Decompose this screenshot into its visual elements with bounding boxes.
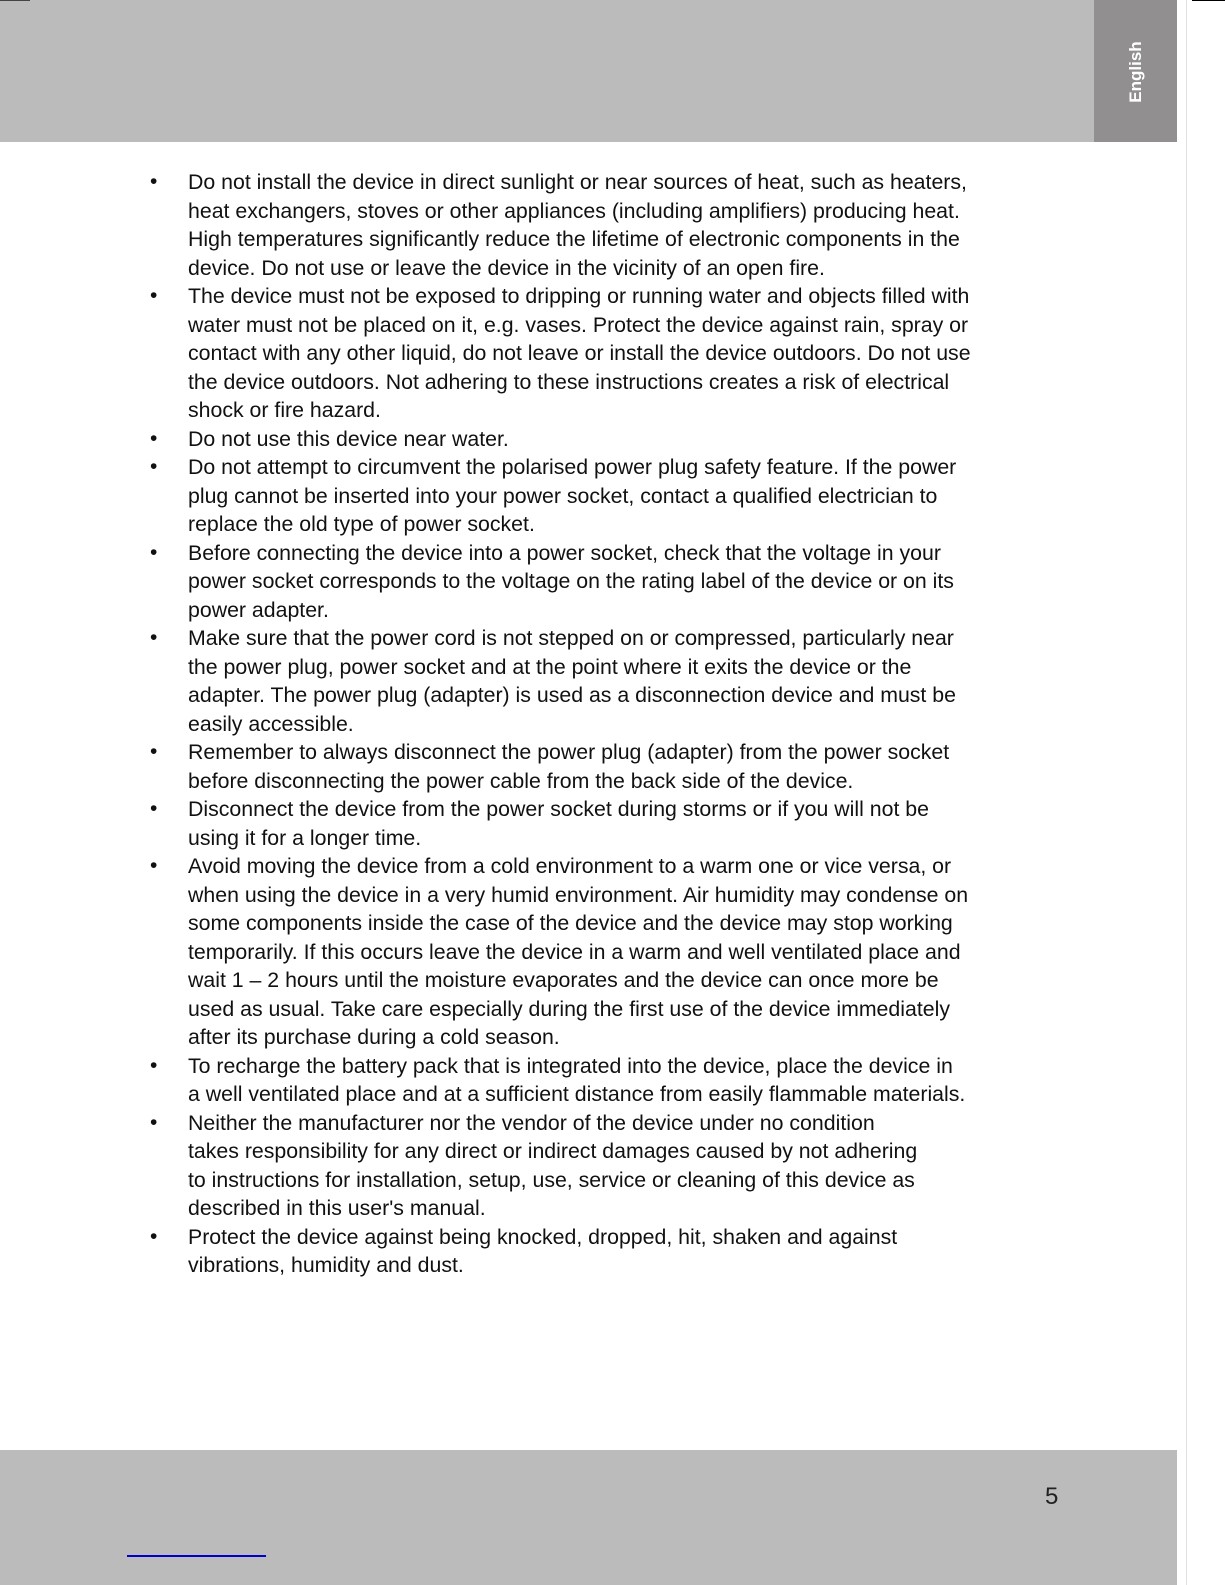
- list-item: [0, 282, 1225, 425]
- bullet-icon: •: [150, 1224, 158, 1248]
- list-item-text-line: Protect the device against being knocked, dropped, hit, shaken and against: [188, 1224, 898, 1249]
- crop-mark: [1192, 0, 1225, 1]
- list-item-text-line: takes responsibility for any direct or indirect damages caused by not adhering: [188, 1139, 918, 1163]
- link-underline: [127, 1555, 266, 1557]
- list-item-text-line: described in this user's manual.: [188, 1196, 486, 1220]
- list-item-text-line: contact with any other liquid, do not leave or install the device outdoors. Do not use: [188, 341, 971, 365]
- list-item-text-line: heat exchangers, stoves or other appliances (including amplifiers) producing heat.: [188, 198, 960, 223]
- language-tab: [1094, 0, 1177, 142]
- list-item-text-line: shock or fire hazard.: [188, 398, 381, 422]
- list-item-text-line: Disconnect the device from the power socket during storms or if you will not be: [188, 797, 929, 821]
- list-item: [0, 1223, 1225, 1280]
- list-item: [0, 453, 1225, 539]
- list-item-text-line: Remember to always disconnect the power plug (adapter) from the power socket: [188, 740, 950, 764]
- list-item-text-line: Do not install the device in direct sunlight or near sources of heat, such as heaters,: [188, 170, 967, 194]
- list-item-text-line: Neither the manufacturer nor the vendor of the device under no condition: [188, 1110, 875, 1135]
- page-number: 5: [1045, 1483, 1059, 1510]
- list-item-text-line: To recharge the battery pack that is integrated into the device, place the device in: [188, 1053, 953, 1078]
- list-item: [0, 852, 1225, 1052]
- list-item: [0, 425, 1225, 454]
- crop-mark: [0, 0, 30, 1]
- list-item: [0, 168, 1225, 282]
- bullet-icon: •: [150, 284, 158, 307]
- page-footer-band: [0, 1450, 1177, 1585]
- list-item: [0, 1109, 1225, 1223]
- bullet-icon: •: [150, 1053, 158, 1077]
- list-item-text-line: Avoid moving the device from a cold environment to a warm one or vice versa, or: [188, 854, 952, 878]
- list-item-text-line: adapter. The power plug (adapter) is used as a disconnection device and must be: [188, 683, 956, 707]
- list-item: [0, 539, 1225, 625]
- bullet-icon: •: [150, 455, 158, 478]
- list-item-text-line: used as usual. Take care especially during the first use of the device immediately: [188, 996, 950, 1021]
- bullet-icon: •: [150, 797, 158, 820]
- list-item-text-line: a well ventilated place and at a sufficient distance from easily flammable materials.: [188, 1082, 966, 1106]
- list-item-text-line: Make sure that the power cord is not stepped on or compressed, particularly near: [188, 626, 954, 650]
- list-item-text-line: when using the device in a very humid environment. Air humidity may condense on: [188, 882, 969, 907]
- safety-instructions-list: [0, 168, 1225, 1280]
- bullet-icon: •: [150, 626, 158, 649]
- list-item-text-line: power socket corresponds to the voltage on the rating label of the device or on its: [188, 569, 954, 593]
- list-item-text-line: wait 1 – 2 hours until the moisture evaporates and the device can once more be: [188, 968, 939, 992]
- list-item-text-line: The device must not be exposed to dripping or running water and objects filled with: [188, 284, 970, 308]
- list-item-text-line: water must not be placed on it, e.g. vases. Protect the device against rain, spray or: [188, 312, 969, 337]
- bullet-icon: •: [150, 854, 158, 877]
- list-item-text-line: Do not attempt to circumvent the polarised power plug safety feature. If the power: [188, 455, 957, 479]
- language-label: English: [1125, 41, 1145, 103]
- list-item: [0, 624, 1225, 738]
- list-item-text-line: before disconnecting the power cable from the back side of the device.: [188, 768, 854, 793]
- list-item-text-line: power adapter.: [188, 597, 329, 622]
- list-item-text-line: after its purchase during a cold season.: [188, 1025, 560, 1049]
- list-item-text-line: plug cannot be inserted into your power socket, contact a qualified electrician to: [188, 483, 938, 508]
- bullet-icon: •: [150, 740, 158, 763]
- list-item: [0, 1052, 1225, 1109]
- bullet-icon: •: [150, 426, 158, 450]
- list-item-text-line: some components inside the case of the device and the device may stop working: [188, 911, 953, 935]
- list-item-text-line: temporarily. If this occurs leave the device in a warm and well ventilated place and: [188, 939, 961, 964]
- list-item: [0, 795, 1225, 852]
- list-item-text-line: easily accessible.: [188, 711, 354, 736]
- list-item-text-line: using it for a longer time.: [188, 825, 422, 850]
- bullet-icon: •: [150, 1110, 158, 1134]
- list-item-text-line: Before connecting the device into a power socket, check that the voltage in your: [188, 540, 941, 565]
- list-item: [0, 738, 1225, 795]
- list-item-text-line: the device outdoors. Not adhering to these instructions creates a risk of electrical: [188, 369, 950, 394]
- list-item-text-line: High temperatures significantly reduce the lifetime of electronic components in the: [188, 227, 960, 251]
- list-item-text-line: device. Do not use or leave the device in the vicinity of an open fire.: [188, 255, 825, 280]
- list-item-text-line: Do not use this device near water.: [188, 426, 509, 451]
- list-item-text-line: replace the old type of power socket.: [188, 512, 535, 536]
- bullet-icon: •: [150, 540, 158, 564]
- page-header-band: [0, 0, 1177, 142]
- bullet-icon: •: [150, 170, 158, 193]
- list-item-text-line: to instructions for installation, setup, use, service or cleaning of this device as: [188, 1167, 915, 1192]
- list-item-text-line: the power plug, power socket and at the point where it exits the device or the: [188, 654, 912, 679]
- list-item-text-line: vibrations, humidity and dust.: [188, 1253, 464, 1277]
